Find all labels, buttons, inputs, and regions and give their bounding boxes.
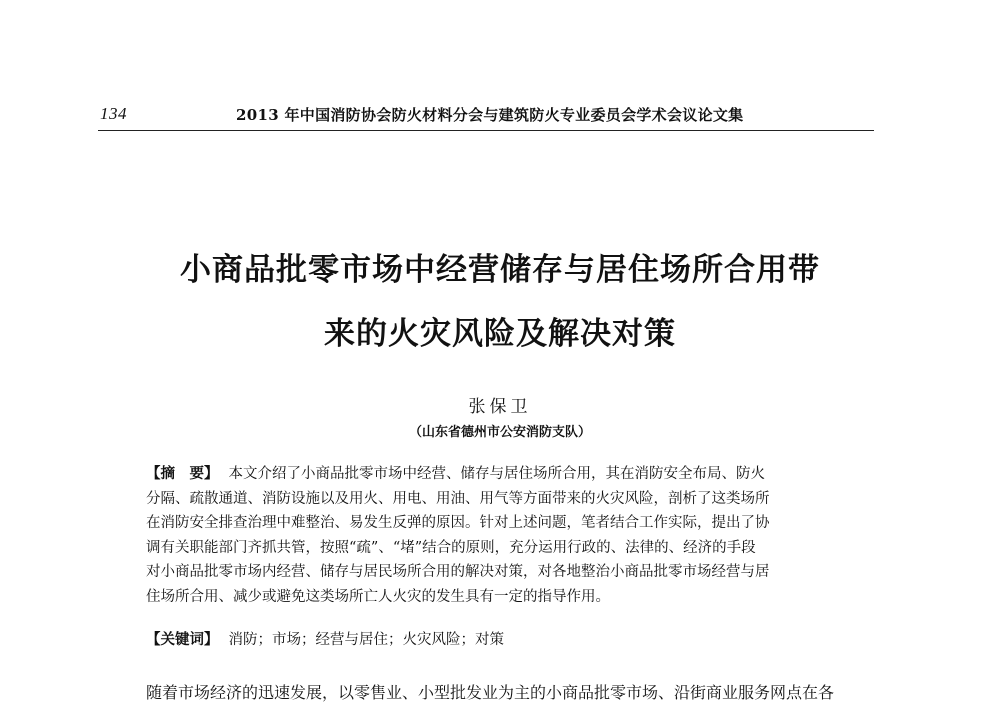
abstract-line-2: 分隔、疏散通道、消防设施以及用火、用电、用油、用气等方面带来的火灾风险，剖析了这类场所 <box>146 490 770 507</box>
running-title: 2013 年中国消防协会防火材料分会与建筑防火专业委员会学术会议论文集 <box>236 106 744 124</box>
keywords-text: 消防；市场；经营与居住；火灾风险；对策 <box>228 632 504 648</box>
abstract-line-5: 对小商品批零市场内经营、储存与居民场所合用的解决对策，对各地整治小商品批零市场经营与居 <box>146 564 770 580</box>
author-name: 张保卫 <box>468 397 532 417</box>
abstract-line-6: 住场所合用、减少或避免这类场所亡人火灾的发生具有一定的指导作用。 <box>146 588 610 605</box>
title-line-2: 来的火灾风险及解决对策 <box>324 316 676 352</box>
abstract-line-3: 在消防安全排查治理中难整治、易发生反弹的原因。针对上述问题，笔者结合工作实际，提出了协 <box>146 515 770 531</box>
header-rule <box>98 130 874 131</box>
keywords-block <box>146 628 860 649</box>
abstract-label: 【摘 要】 <box>146 466 219 482</box>
author-affiliation: （山东省德州市公安消防支队） <box>408 425 591 440</box>
page-number: 134 <box>100 104 127 123</box>
abstract-block <box>146 462 860 609</box>
abstract-text-1: 本文介绍了小商品批零市场中经营、储存与居住场所合用，其在消防安全布局、防火 <box>228 466 765 482</box>
title-line-1: 小商品批零市场中经营储存与居住场所合用带 <box>180 252 820 288</box>
body-paragraph-line: 随着市场经济的迅速发展，以零售业、小型批发业为主的小商品批零市场、沿街商业服务网点在各 <box>146 683 835 702</box>
abstract-line-1 <box>146 462 860 487</box>
keywords-label: 【关键词】 <box>146 632 219 648</box>
abstract-line-4: 调有关职能部门齐抓共管，按照“疏”、“堵”结合的原则，充分运用行政的、法律的、经济的手段 <box>146 539 756 556</box>
article-title <box>90 238 910 366</box>
